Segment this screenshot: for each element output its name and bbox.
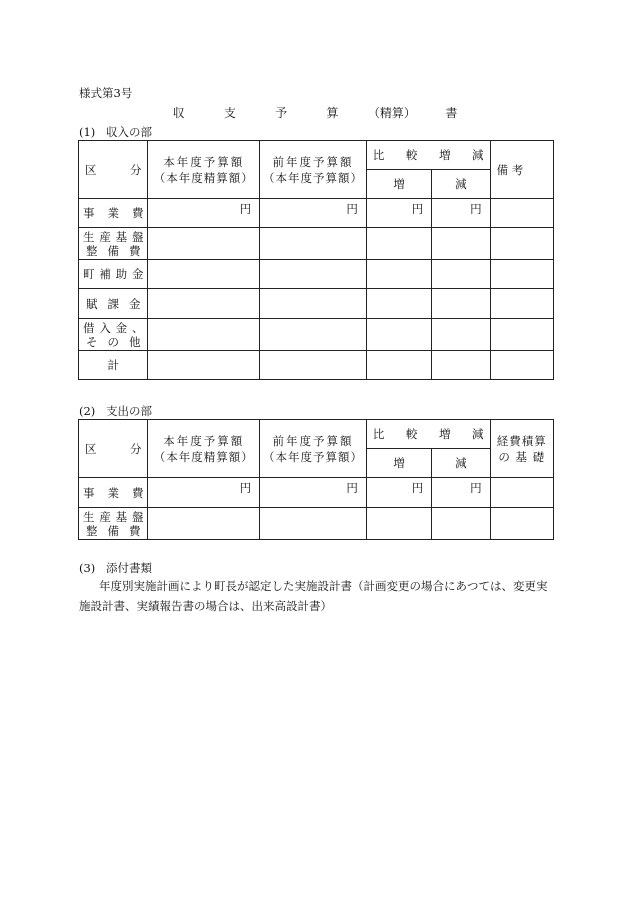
expense-table bbox=[78, 419, 554, 540]
header-comparison-char: 比 bbox=[372, 427, 385, 441]
section-title: 添付書類 bbox=[106, 561, 152, 575]
header-comparison-char: 比 bbox=[372, 148, 385, 162]
note-cell bbox=[490, 351, 553, 380]
header-comparison-char: 較 bbox=[405, 148, 418, 162]
section-number: (3) bbox=[79, 561, 96, 575]
label-char: 産 bbox=[99, 229, 111, 244]
label-char: 他 bbox=[128, 334, 141, 349]
income-section-heading bbox=[79, 124, 152, 140]
label-char: 事 bbox=[83, 485, 95, 500]
label-char: 盤 bbox=[131, 229, 144, 244]
amount-cell bbox=[432, 319, 490, 351]
header-category bbox=[79, 420, 148, 478]
amount-cell bbox=[260, 508, 367, 540]
table-row bbox=[79, 228, 554, 260]
header-decrease: 減 bbox=[432, 449, 490, 478]
row-label bbox=[79, 319, 148, 351]
row-label bbox=[79, 289, 148, 319]
label-char: 盤 bbox=[131, 509, 144, 524]
header-comparison-char: 減 bbox=[472, 148, 484, 162]
amount-cell bbox=[148, 319, 260, 351]
label-char: の bbox=[107, 334, 119, 349]
header-comparison-char: 増 bbox=[438, 427, 451, 441]
header-comparison-char: 減 bbox=[472, 427, 484, 441]
unit-cell: 円 bbox=[366, 199, 431, 228]
amount-cell bbox=[366, 508, 431, 540]
header-increase: 増 bbox=[366, 449, 431, 478]
label-char: 費 bbox=[128, 243, 141, 258]
label-char: 課 bbox=[107, 296, 119, 311]
unit-cell: 円 bbox=[148, 478, 260, 508]
unit-cell: 円 bbox=[366, 478, 431, 508]
header-current-budget bbox=[148, 420, 260, 478]
amount-cell bbox=[148, 228, 260, 260]
title-char: 予 bbox=[275, 106, 288, 120]
row-label bbox=[79, 199, 148, 228]
label-char: 産 bbox=[99, 509, 111, 524]
table-row-total bbox=[79, 351, 554, 380]
amount-cell bbox=[432, 228, 490, 260]
label-char: 入 bbox=[99, 320, 111, 335]
unit-cell: 円 bbox=[260, 478, 367, 508]
label-char: 整 bbox=[86, 243, 98, 258]
row-label bbox=[79, 228, 148, 260]
table-row bbox=[79, 289, 554, 319]
header-comparison-char: 較 bbox=[405, 427, 418, 441]
form-number: 様式第3号 bbox=[79, 86, 133, 100]
label-char: 備 bbox=[107, 523, 119, 538]
section-title: 収入の部 bbox=[106, 125, 152, 139]
table-row bbox=[79, 260, 554, 289]
header-line: （本年度精算額） bbox=[153, 170, 254, 185]
expense-section-heading bbox=[79, 403, 152, 419]
unit-cell: 円 bbox=[260, 199, 367, 228]
header-note-char: 備 bbox=[496, 162, 509, 177]
label-char: 業 bbox=[107, 485, 119, 500]
header-note-char: 考 bbox=[511, 162, 524, 177]
label-char: 費 bbox=[128, 523, 141, 538]
amount-cell bbox=[260, 319, 367, 351]
header-previous-budget bbox=[260, 141, 367, 199]
label-char: 生 bbox=[83, 229, 95, 244]
label-char: 生 bbox=[83, 509, 95, 524]
label-char: 事 bbox=[83, 206, 95, 220]
label-char: 備 bbox=[107, 243, 119, 258]
header-line: 前年度予算額 bbox=[272, 154, 354, 169]
amount-cell bbox=[366, 228, 431, 260]
note-cell bbox=[490, 260, 553, 289]
row-label bbox=[79, 260, 148, 289]
amount-cell bbox=[260, 351, 367, 380]
table-row bbox=[79, 319, 554, 351]
section-number: (2) bbox=[79, 404, 96, 418]
table-row bbox=[79, 478, 554, 508]
header-category-char: 区 bbox=[85, 162, 97, 177]
header-line: 経費積算 bbox=[496, 433, 547, 448]
total-label: 計 bbox=[79, 351, 148, 380]
header-line: （本年度精算額） bbox=[153, 449, 254, 464]
title-char: （精算） bbox=[367, 106, 416, 120]
header-line: 本年度予算額 bbox=[163, 433, 245, 448]
header-current-budget bbox=[148, 141, 260, 199]
label-char: 金 bbox=[131, 267, 144, 281]
label-char: 整 bbox=[86, 523, 98, 538]
attachments-section-heading bbox=[79, 560, 152, 576]
header-cost-basis bbox=[490, 420, 553, 478]
income-table bbox=[78, 140, 554, 380]
table-row bbox=[79, 508, 554, 540]
amount-cell bbox=[260, 289, 367, 319]
label-char: 業 bbox=[107, 206, 119, 220]
header-decrease: 減 bbox=[432, 170, 490, 199]
unit-cell: 円 bbox=[148, 199, 260, 228]
header-category-char: 分 bbox=[129, 441, 142, 456]
note-cell bbox=[490, 319, 553, 351]
attachments-body bbox=[79, 576, 555, 616]
note-cell bbox=[490, 199, 553, 228]
header-note bbox=[490, 141, 553, 199]
label-char: 助 bbox=[115, 267, 128, 281]
header-line: （本年度予算額） bbox=[262, 170, 363, 185]
label-char: 金 bbox=[115, 320, 128, 335]
label-char: 基 bbox=[115, 509, 128, 524]
label-char: 、 bbox=[131, 320, 144, 335]
amount-cell bbox=[432, 260, 490, 289]
header-category bbox=[79, 141, 148, 199]
table-row bbox=[79, 199, 554, 228]
amount-cell bbox=[148, 508, 260, 540]
attachments-text: 年度別実施計画により町長が認定した実施設計書（計画変更の場合にあつては、変更実施設計書、実績報告書の場合は、出来高設計書） bbox=[79, 579, 548, 613]
amount-cell bbox=[366, 260, 431, 289]
unit-cell: 円 bbox=[432, 478, 490, 508]
title-char: 書 bbox=[445, 106, 458, 120]
amount-cell bbox=[366, 289, 431, 319]
amount-cell bbox=[260, 260, 367, 289]
amount-cell bbox=[260, 228, 367, 260]
amount-cell bbox=[432, 508, 490, 540]
header-comparison bbox=[366, 141, 490, 170]
label-char: 借 bbox=[83, 320, 95, 335]
header-line: 前年度予算額 bbox=[272, 433, 354, 448]
header-comparison bbox=[366, 420, 490, 449]
amount-cell bbox=[366, 319, 431, 351]
label-char: 費 bbox=[131, 485, 144, 500]
amount-cell bbox=[148, 289, 260, 319]
label-char: 賦 bbox=[86, 296, 98, 311]
label-char: 補 bbox=[99, 267, 111, 281]
header-line: （本年度予算額） bbox=[262, 449, 363, 464]
label-char: 金 bbox=[128, 296, 141, 311]
amount-cell bbox=[148, 260, 260, 289]
header-category-char: 分 bbox=[129, 162, 142, 177]
amount-cell bbox=[366, 351, 431, 380]
label-char: 費 bbox=[131, 206, 144, 220]
amount-cell bbox=[432, 289, 490, 319]
unit-cell: 円 bbox=[432, 199, 490, 228]
amount-cell bbox=[148, 351, 260, 380]
label-char: そ bbox=[86, 334, 98, 349]
header-line: の 基 礎 bbox=[498, 449, 546, 464]
note-cell bbox=[490, 508, 553, 540]
document-title bbox=[0, 104, 630, 121]
row-label bbox=[79, 478, 148, 508]
section-title: 支出の部 bbox=[106, 404, 152, 418]
header-comparison-char: 増 bbox=[438, 148, 451, 162]
header-increase: 増 bbox=[366, 170, 431, 199]
row-label bbox=[79, 508, 148, 540]
note-cell bbox=[490, 478, 553, 508]
amount-cell bbox=[432, 351, 490, 380]
label-char: 基 bbox=[115, 229, 128, 244]
note-cell bbox=[490, 228, 553, 260]
title-char: 支 bbox=[223, 106, 236, 120]
header-category-char: 区 bbox=[85, 441, 97, 456]
section-number: (1) bbox=[79, 125, 96, 139]
label-char: 町 bbox=[83, 267, 95, 281]
header-line: 本年度予算額 bbox=[163, 154, 245, 169]
note-cell bbox=[490, 289, 553, 319]
header-previous-budget bbox=[260, 420, 367, 478]
title-char: 算 bbox=[326, 106, 339, 120]
title-char: 収 bbox=[172, 106, 185, 120]
